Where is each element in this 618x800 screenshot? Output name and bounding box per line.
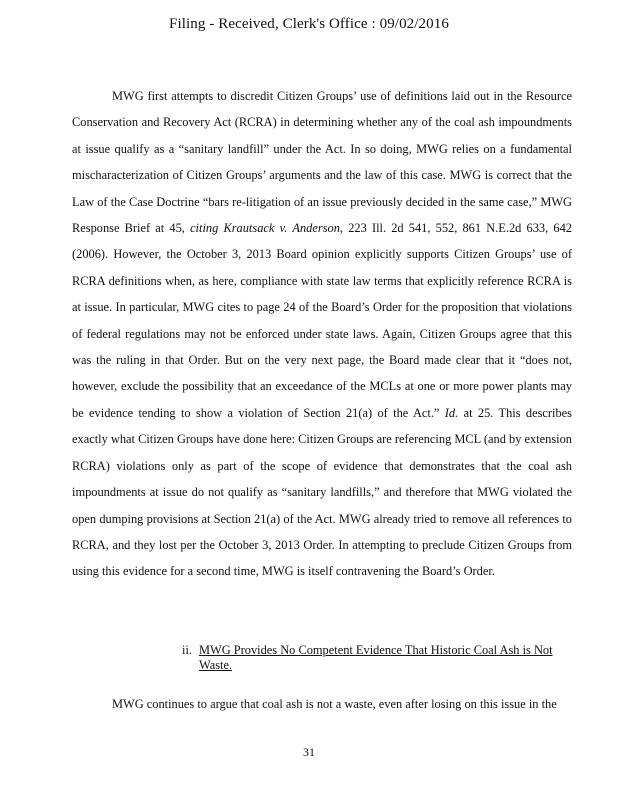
case-name-second-party: Anderson (292, 221, 340, 236)
page-number: 31 (303, 745, 315, 759)
case-name-first-party: Krautsack (223, 221, 275, 236)
citation-signal: citing (190, 221, 219, 236)
paragraph-text-part-2: , 223 Ill. 2d 541, 552, 861 N.E.2d 633, 642 (2006). However, the October 3, 2013 Board opinion explicitly supports Citizen Groups’ use of RCRA definitions when, as here, compliance with state law terms that explicitly reference RCRA is at issue. In particular, MWG cites to page 24 of the Board’s Order for the proposition that violations of federal regulations may not be enforced under state laws. Again, Citizen Groups agree that this was the ruling in that Order. But on the very next page, the Board made clear that it “does not, however, exclude the possibility that an exceedance of the MCLs at one or more power plants may be evidence tending to show a violation of Section 21(a) of the Act.” (72, 221, 572, 420)
paragraph-text-part-1: MWG first attempts to discredit Citizen Groups’ use of definitions laid out in the Resource Conservation and Recovery Act (RCRA) in determining whether any of the coal ash impoundments at issue qualify as a “sanitary landfill” under the Act. In so doing, MWG relies on a fundamental mischaracterization of Citizen Groups’ arguments and the law of this case. MWG is correct that the Law of the Case Doctrine “bars re-litigation of an issue previously decided in the same case,” MWG Response Brief at 45, (72, 89, 572, 236)
case-versus: v. (279, 221, 288, 236)
paragraph-text-part-3: at 25. This describes exactly what Citizen Groups have done here: Citizen Groups are referencing MCL (and by extension RCRA) violations only as part of the scope of evidence that demonstrates that the coal ash impoundments at issue do not qualify as “sanitary landfills,” and therefore that MWG violated the open dumping provisions at Section 21(a) of the Act. MWG already tried to remove all references to RCRA, and they lost per the October 3, 2013 Order. In attempting to preclude Citizen Groups from using this evidence for a second time, MWG is itself contravening the Board’s Order. (72, 405, 572, 579)
section-heading-title: MWG Provides No Competent Evidence That Historic Coal Ash is Not Waste. (199, 643, 553, 672)
section-heading (182, 643, 582, 673)
paragraph-coal-ash-waste: MWG continues to argue that coal ash is not a waste, even after losing on this issue in the (112, 697, 557, 712)
section-heading-number: ii. (182, 643, 192, 657)
paragraph-rcra-definitions (72, 83, 572, 585)
body-text (72, 83, 572, 585)
body-text-continued (72, 679, 572, 730)
filing-header: Filing - Received, Clerk's Office : 09/02/2016 (169, 16, 449, 32)
id-citation: Id. (444, 405, 459, 420)
